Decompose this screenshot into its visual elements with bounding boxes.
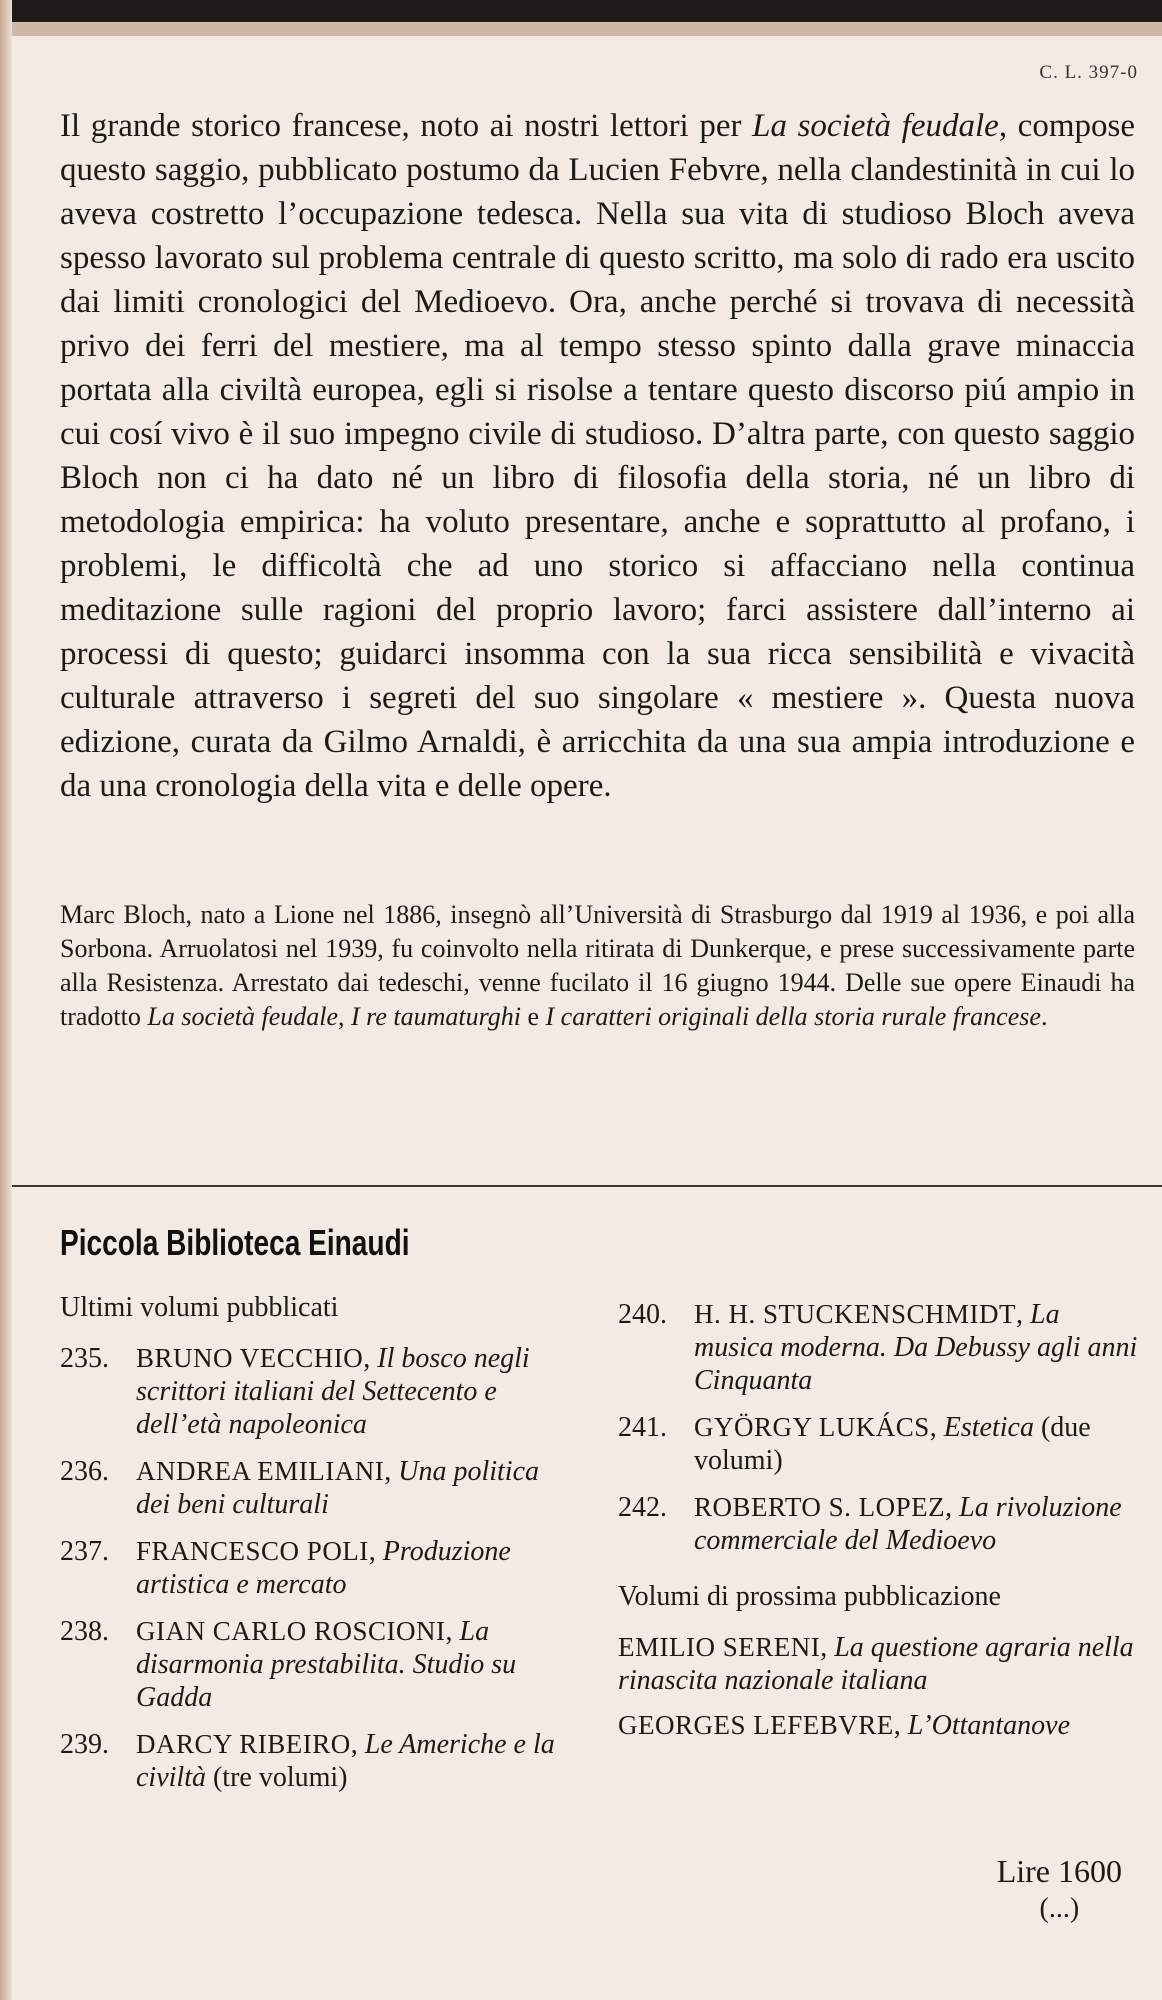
blurb-paragraph xyxy=(60,104,1135,808)
forthcoming-author: GEORGES LEFEBVRE xyxy=(618,1710,894,1740)
section-divider xyxy=(12,1185,1162,1187)
price-label: Lire 1600 xyxy=(996,1853,1122,1889)
volume-title: La rivoluzione commerciale del Medioevo xyxy=(694,1492,1122,1556)
blurb-text-1: Il grande storico francese, noto ai nostri lettori per xyxy=(60,108,753,144)
volume-entry: 235. BRUNO VECCHIO, Il bosco negli scrittori italiani del Settecento e dell’età napoleonica xyxy=(60,1343,530,1440)
volume-entry: 241. GYÖRGY LUKÁCS, Estetica (due volumi) xyxy=(618,1412,1091,1476)
volume-author: ROBERTO S. LOPEZ xyxy=(694,1492,946,1522)
volume-number: 238. xyxy=(60,1616,109,1647)
volume-title: La disarmonia prestabilita. Studio su Gadda xyxy=(136,1616,517,1713)
top-edge-shadow xyxy=(0,22,1162,36)
blurb-text-2: , compose questo saggio, pubblicato postumo da Lucien Febvre, nella clandestinità in cui lo aveva costretto l’occupazione tedesca. Nella sua vita di studioso Bloch aveva spesso lavorato sul problema centrale di questo scritto, ma solo di rado era uscito dai limiti cronologici del Medioevo. Ora, anche perché si trovava di necessità privo dei ferri del mestiere, ma al tempo stesso spinto dalla grave minaccia portata alla civiltà europea, egli si risolse a tentare questo discorso piú ampio in cui cosí vivo è il suo impegno civile di studioso. D’altra parte, con questo saggio Bloch non ci ha dato né un libro di filosofia della storia, né un libro di metodologia empirica: ha voluto presentare, anche e soprattutto al profano, i problemi, le difficoltà che ad uno storico si affacciano nella continua meditazione sulle ragioni del proprio lavoro; farci assistere dall’interno ai processi di questo; guidarci insomma con la sua ricca sensibilità e vivacità culturale attraverso i segreti del suo singolare « mestiere ». Questa nuova edizione, curata da Gilmo Arnaldi, è arricchita da una sua ampia introduzione e da una cronologia della vita e delle opere. xyxy=(60,108,1135,804)
volume-number: 236. xyxy=(60,1456,109,1487)
volumes-column-right xyxy=(618,1298,1138,1754)
volume-entry: 237. FRANCESCO POLI, Produzione artistica e mercato xyxy=(60,1536,511,1600)
left-spine-edge xyxy=(0,0,12,2000)
volume-author: FRANCESCO POLI xyxy=(136,1536,369,1566)
volume-title: Il bosco negli scrittori italiani del Settecento e dell’età napoleonica xyxy=(136,1343,530,1440)
volume-extra: (tre volumi) xyxy=(205,1762,348,1793)
recent-heading: Ultimi volumi pubblicati xyxy=(60,1292,339,1323)
volume-entry: 238. GIAN CARLO ROSCIONI, La disarmonia prestabilita. Studio su Gadda xyxy=(60,1616,517,1713)
forthcoming-title: L’Ottantanove xyxy=(907,1710,1071,1741)
forthcoming-author: EMILIO SERENI xyxy=(618,1632,821,1662)
volume-entry: 240. H. H. STUCKENSCHMIDT, La musica moderna. Da Debussy agli anni Cinquanta xyxy=(618,1299,1138,1396)
author-bio xyxy=(60,898,1135,1034)
volume-title: La musica moderna. Da Debussy agli anni Cinquanta xyxy=(694,1299,1138,1396)
volume-title: Le Americhe e la civiltà xyxy=(136,1729,555,1793)
volume-number: 237. xyxy=(60,1536,109,1567)
volume-title: Una politica dei beni culturali xyxy=(136,1456,539,1520)
volume-number: 239. xyxy=(60,1729,109,1760)
bio-work-2: I re taumaturghi xyxy=(351,1002,521,1031)
volume-entry: 239. DARCY RIBEIRO, Le Americhe e la civiltà (tre volumi) xyxy=(60,1729,555,1793)
forthcoming-entry: GEORGES LEFEBVRE, L’Ottantanove xyxy=(618,1710,1071,1741)
volume-author: ANDREA EMILIANI xyxy=(136,1456,385,1486)
volume-number: 242. xyxy=(618,1492,667,1523)
volume-entry: 242. ROBERTO S. LOPEZ, La rivoluzione commerciale del Medioevo xyxy=(618,1492,1122,1556)
volume-extra: (due volumi) xyxy=(694,1412,1091,1476)
volume-number: 241. xyxy=(618,1412,667,1443)
bio-sep-2: e xyxy=(520,1002,546,1031)
volume-number: 240. xyxy=(618,1299,667,1330)
volume-title: Produzione artistica e mercato xyxy=(136,1536,511,1600)
price-block xyxy=(997,1852,1122,1928)
volumes-column-left xyxy=(60,1292,580,1808)
blurb-title: La società feudale xyxy=(752,108,999,144)
catalog-code: C. L. 397-0 xyxy=(1039,62,1138,83)
forthcoming-entry: EMILIO SERENI, La questione agraria nella rinascita nazionale italiana xyxy=(618,1632,1134,1696)
volume-author: GIAN CARLO ROSCIONI xyxy=(136,1616,446,1646)
bio-work-3: I caratteri originali della storia rurale francese xyxy=(545,1002,1041,1031)
forthcoming-heading: Volumi di prossima pubblicazione xyxy=(618,1581,1001,1612)
bio-end: . xyxy=(1040,1002,1048,1031)
volume-number: 235. xyxy=(60,1343,109,1374)
bio-work-1: La società feudale xyxy=(147,1002,339,1031)
bio-text: Marc Bloch, nato a Lione nel 1886, insegnò all’Università di Strasburgo dal 1919 al 1936, e poi alla Sorbona. Arruolatosi nel 1939, fu coinvolto nella ritirata di Dunkerque, e prese successivamente parte alla Resistenza. Arrestato dai tedeschi, venne fucilato il 16 giugno 1944. Delle sue opere Einaudi ha tradotto xyxy=(60,900,1135,1031)
bio-sep-1: , xyxy=(338,1002,352,1031)
series-title: Piccola Biblioteca Einaudi xyxy=(60,1222,410,1263)
price-note: (...) xyxy=(1039,1893,1080,1924)
volume-author: BRUNO VECCHIO xyxy=(136,1343,364,1373)
volume-entry: 236. ANDREA EMILIANI, Una politica dei beni culturali xyxy=(60,1456,539,1520)
volume-author: DARCY RIBEIRO xyxy=(136,1729,351,1759)
volume-author: H. H. STUCKENSCHMIDT xyxy=(694,1299,1017,1329)
volume-author: GYÖRGY LUKÁCS xyxy=(694,1412,930,1442)
volume-title: Estetica xyxy=(943,1412,1034,1443)
forthcoming-title: La questione agraria nella rinascita nazionale italiana xyxy=(618,1632,1134,1696)
